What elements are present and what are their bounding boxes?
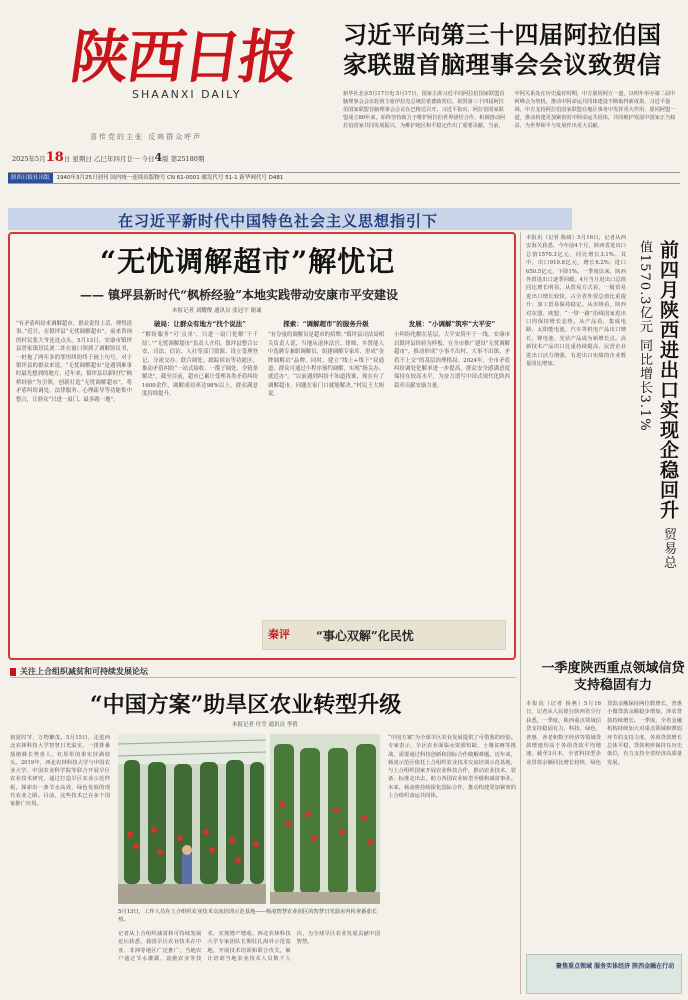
- newspaper-logo: 陕西日报: [66, 23, 301, 91]
- main-story-paragraph: “解纷服务”可‘点单’，只进一扇门化解‘千千结’。”“无忧调解超市”负责人介绍，镇坪县整合公安、司法、信访、人社等部门资源，设立受理登记、分流交办、联合调处、跟踪回访等功能区，推动矛盾纠纷“一站式接收、一揽子调处、全链条解决”。截至目前，超市已累计受理各类矛盾纠纷1600余件，调解成功率达98%以上，群众满意度持续提升。: [142, 332, 258, 398]
- main-story-body: [16, 320, 510, 618]
- credit-story-body: 本报讯（记者 杨燕）5月16日，记者从人民银行陕西省分行获悉，一季度，陕西重点领域信贷支持稳固有力，科技、绿色、普惠、养老和数字经济等领域贷款增速均高于各项贷款平均增速。截至3月末，全省科技型企业贷款余额同比增长较快，绿色贷款余额保持两位数增长，普惠小微贷款余额稳步增加，涉农贷款持续增长。一季度，全省金融机构持续加大对重点领域和薄弱环节的支持力度，各项贷款增长总体平稳，贷款利率保持在历史低位，有力支持全省经济高质量发展。: [526, 701, 682, 766]
- agriculture-story-body-right: “中国方案”为全球旱区农业发展提供了可借鉴的经验。专家表示，旱区农业面临水资源短缺、土壤贫瘠等挑战，需要通过科技创新和国际合作破解难题。近年来，杨凌示范区依托上合组织农业技术交流培训示范基地，与上合组织国家开展农业科技合作，推动农业技术、装备、标准走出去，助力各国农业转型升级和减贫事业。未来，杨凌将持续深化国际合作，推动构建更加紧密的上合组织命运共同体。: [388, 735, 516, 800]
- greenhouse-illustration: [118, 734, 266, 904]
- trade-story-title[interactable]: [638, 240, 680, 570]
- main-story-title[interactable]: “无忧调解超市”解忧记: [100, 245, 396, 278]
- newspaper-logo-english: SHAANXI DAILY: [132, 88, 242, 101]
- trade-story-title-main: 前四月陕西进出口实现企稳回升: [657, 240, 679, 520]
- lower-section-tag: 关注上合组织减贫和可持续发展论坛: [20, 666, 148, 676]
- publication-info-text: 1940年3月25日创刊 国内统一连续出版物号 CN 61-0001 邮发代号 51-1 新华网代号 D481: [56, 175, 284, 181]
- photo-caption: 5月13日，工作人员在上合组织农业技术交流培训示范基地——杨凌智慧农业园区的智慧日光温室内检查番茄长势。: [118, 909, 378, 923]
- ad-box: [526, 954, 682, 994]
- lower-section-tag-marker: [10, 668, 16, 676]
- main-story-paragraph: “有矛盾纠纷来调解超市，群众说得上话、理得清事。”近日，在镇坪县“无忧调解超市”，前来咨询的村民张大爷连连点头。5月13日，安康市镇坪县曾家镇居民刘二娃在窗口领到了调解协议书，一桩拖了两年多的邻里纠纷终于画上句号。对于镇坪县的群众来说，“无忧调解超市”是遇到难事时最先想到的地方。近年来，镇坪县以新时代“枫桥经验”为引领，创新打造“无忧调解超市”，将矛盾纠纷调处、法律服务、心理疏导等功能集中整合，让群众“只进一扇门、最多跑一地”。: [16, 321, 132, 403]
- section-banner-text: 在习近平新时代中国特色社会主义思想指引下: [118, 212, 439, 230]
- commentary-seal: 秦评: [268, 628, 290, 641]
- tomato-rows-illustration: [270, 734, 380, 904]
- greenhouse-photo-wide[interactable]: [118, 734, 266, 904]
- agriculture-story-body-middle: 记者从上合组织减贫和可持续发展论坛获悉，我国旱区农业技术在中亚、非洲等地区广泛推广，当地农户通过节水灌溉、设施农业等技术，实现增产增收。西北农林科技大学专家团队长期驻扎海外示范基地，开展技术培训和联合攻关，累计培训当地农业技术人员数千人次，为全球旱区农业发展贡献中国智慧。: [118, 931, 380, 962]
- date-prefix: 2025年5月: [12, 155, 46, 163]
- issue-number: 版 第25180期: [162, 155, 205, 163]
- date-day: 18: [45, 150, 64, 165]
- main-story-section-head: 探索：“调解超市”的服务升级: [283, 320, 369, 328]
- agriculture-story-body-left: 初夏时节，万物繁茂。5月15日，走进西北农林科技大学智慧日光温室，一排排番茄植株长势喜人，红彤彤的果实挂满枝头。2019年，西北农林科技大学与中国农业大学、中国农业科学院等联合开展旱区农业技术研究，通过打造旱区农业示范样板，探索出一条节水高效、绿色发展的现代农业之路。目前，这些技术已在多个国家推广应用。: [10, 735, 110, 808]
- main-story-paragraph: 小纠纷化解在基层，大平安筑牢于一线。安康市以镇坪县经验为样板，在全市推广建设“无忧调解超市”，推动形成“小事不出村、大事不出镇、矛盾不上交”的基层治理格局。2024年，全市矛盾纠纷调处化解率进一步提高，群众安全感满意度保持在较高水平，为奋力谱写中国式现代化陕西篇章贡献安康力量。: [394, 332, 510, 389]
- agriculture-story-title[interactable]: “中国方案”助旱区农业转型升级: [90, 692, 402, 718]
- ad-text: 聚焦重点领域 服务实体经济 陕西金融在行动: [556, 963, 675, 970]
- main-story-subtitle: —— 镇坪县新时代“枫桥经验”本地实践带动安康市平安建设: [80, 288, 398, 302]
- main-story-section-head: 破局：让群众有地方“找个说法”: [154, 320, 246, 328]
- dateline: [12, 150, 204, 165]
- trade-story-body: 本报讯（记者 陈绮）5月16日，记者从西安海关获悉，今年前4个月，陕西省进出口总值1570.3亿元，同比增长3.1%。其中，出口919.8亿元，增长6.2%；进口650.5亿元，下降1%。一季度以来，陕西外贸进出口逐季回暖，4月当月进出口总值同比增长明显。从贸易方式看，一般贸易进出口增长较快，占全省外贸总值比重提升；加工贸易保持稳定。从市场看，陕西对东盟、欧盟、“一带一路”沿线国家进出口均保持增长态势。从产品看，集成电路、太阳能电池、汽车等机电产品出口增长，锂电池、光伏产品成为新增长点。高新技术产品出口比重持续提高，民营企业进出口活力增强，有进出口实绩的企业数量同比增加。: [526, 235, 626, 368]
- agriculture-story-byline: 本报记者 付莹 通讯员 李倩: [232, 722, 298, 728]
- commentary-title[interactable]: “事心双解”化民忧: [316, 629, 414, 643]
- column-divider: [520, 232, 521, 994]
- publication-info-bar: [8, 172, 680, 184]
- main-story-paragraph: “有分量的调解员是超市的招牌。”镇坪县司法局相关负责人说，当地从退休法官、律师、乡贤能人中选聘专兼职调解员，组建调解专家库，形成“金牌调解员”品牌。同时，建立“线上+线下”双通道，群众可通过小程序预约调解，实现“指尖办、就近办”。“以前遇到纠纷不知道找谁，现在有了调解超市，问题在家门口就能解决。”村民王大姐说。: [268, 332, 385, 398]
- top-story-body: 新华社北京5月17日电 5月17日，国家主席习近平向阿拉伯国家联盟首脑理事会会议轮值主席伊拉克总统拉希德致贺信，祝贺第三十四届阿拉伯国家联盟首脑理事会会议在巴格达召开。习近平指出，阿拉伯国家联盟成立80年来，始终坚持致力于维护阿拉伯世界团结合作，积极推动阿拉伯国家共同发展振兴，为维护地区和平稳定作出了重要贡献。当前，中阿关系处在历史最好时期，中方愿同阿方一道，以明年举办第二届中阿峰会为契机，推动中阿命运共同体建设不断取得新成果。习近平强调，中方支持阿拉伯国家联盟在地区事务中发挥更大作用，愿同阿盟一道，推动构建更加紧密的中阿命运共同体，共同维护发展中国家正当权益，为世界和平与发展作出更大贡献。: [343, 91, 676, 129]
- top-story-headline[interactable]: 习近平向第三十四届阿拉伯国家联盟首脑理事会会议致贺信: [343, 20, 662, 79]
- credit-story-title[interactable]: 一季度陕西重点领域信贷支持稳固有力: [541, 661, 685, 693]
- date-suffix: 日 星期日 乙巳年四月廿一 今日: [63, 155, 155, 163]
- main-story-byline: 本报记者 刘耀俊 通讯员 张冠宇 谢诚: [172, 308, 262, 314]
- publisher-tag: 陕西日报社出版: [8, 173, 53, 183]
- newspaper-slogan: 喜传党的主张 反映群众呼声: [90, 133, 203, 141]
- main-story-section-head: 发展：“小调解”筑牢“大平安”: [408, 320, 496, 328]
- greenhouse-photo-narrow[interactable]: [270, 734, 380, 904]
- page-count: 4: [154, 151, 163, 164]
- trade-story-title-sub: 贸易总值1570.3亿元 同比增长3.1%: [637, 240, 676, 570]
